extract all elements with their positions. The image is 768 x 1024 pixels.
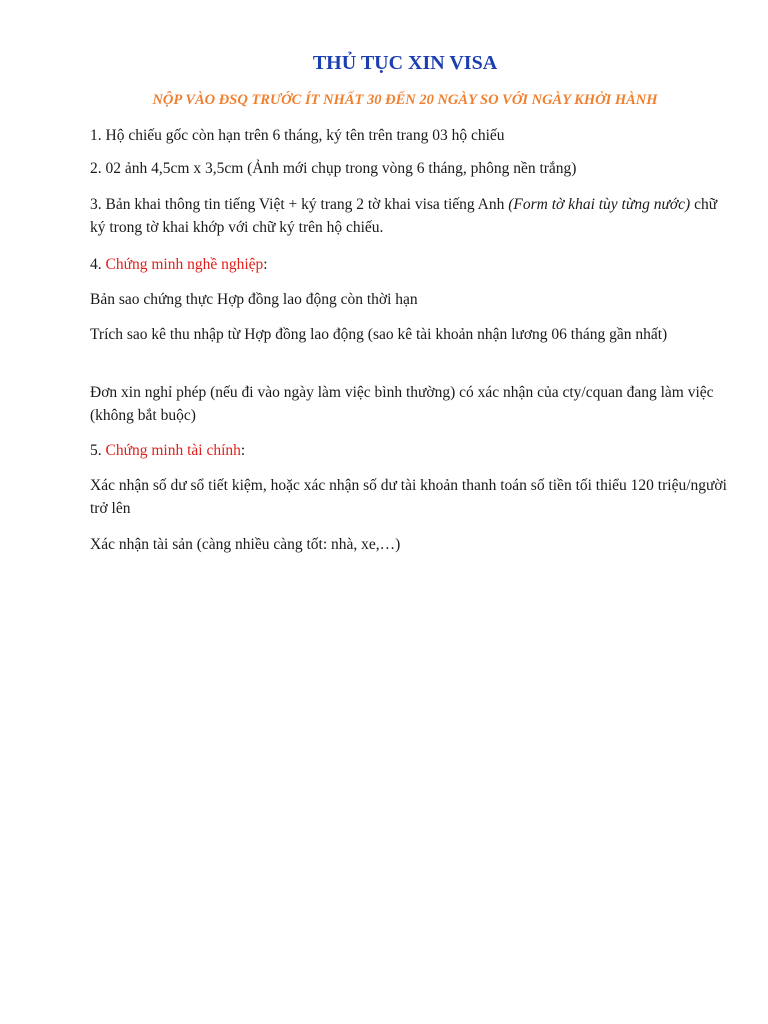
section-4-line-2: Trích sao kê thu nhập từ Hợp đồng lao động (sao kê tài khoản nhận lương 06 tháng gần nhất): [90, 326, 668, 343]
item-3: [90, 193, 730, 239]
section-5-title: Chứng minh tài chính: [105, 442, 241, 459]
item-3-text-end: chữ ký trong tờ khai khớp với chữ ký trên hộ chiếu.: [90, 196, 718, 236]
section-4-line-1: Bản sao chứng thực Hợp đồng lao động còn thời hạn: [90, 291, 418, 308]
item-1: 1. Hộ chiếu gốc còn hạn trên 6 tháng, ký tên trên trang 03 hộ chiếu: [90, 127, 505, 144]
section-4-heading: [90, 253, 730, 276]
section-5-heading: [90, 439, 730, 462]
section-5-line-1: Xác nhận số dư sổ tiết kiệm, hoặc xác nhận số dư tài khoản thanh toán số tiền tối thiểu 120 triệu/người trở lên: [90, 477, 727, 517]
section-4-title: Chứng minh nghề nghiệp: [105, 256, 264, 273]
section-4-number: 4.: [90, 256, 106, 273]
item-3-italic-note: (Form tờ khai tùy từng nước): [508, 196, 691, 213]
item-3-text: 3. Bản khai thông tin tiếng Việt + ký trang 2 tờ khai visa tiếng Anh: [90, 196, 509, 213]
section-5-colon: :: [240, 442, 246, 459]
section-5-line-2: Xác nhận tài sản (càng nhiều càng tốt: nhà, xe,…): [90, 536, 401, 553]
item-2: 2. 02 ảnh 4,5cm x 3,5cm (Ảnh mới chụp trong vòng 6 tháng, phông nền trắng): [90, 160, 577, 177]
page-subtitle: NỘP VÀO ĐSQ TRƯỚC ÍT NHẤT 30 ĐẾN 20 NGÀY SO VỚI NGÀY KHỞI HÀNH: [152, 92, 658, 108]
page-title: THỦ TỤC XIN VISA: [312, 52, 498, 74]
section-4-line-3: Đơn xin nghỉ phép (nếu đi vào ngày làm việc bình thường) có xác nhận của cty/cquan đang làm việc (không bắt buộc): [90, 384, 714, 424]
section-5-number: 5.: [90, 442, 106, 459]
section-4-colon: :: [263, 256, 268, 273]
